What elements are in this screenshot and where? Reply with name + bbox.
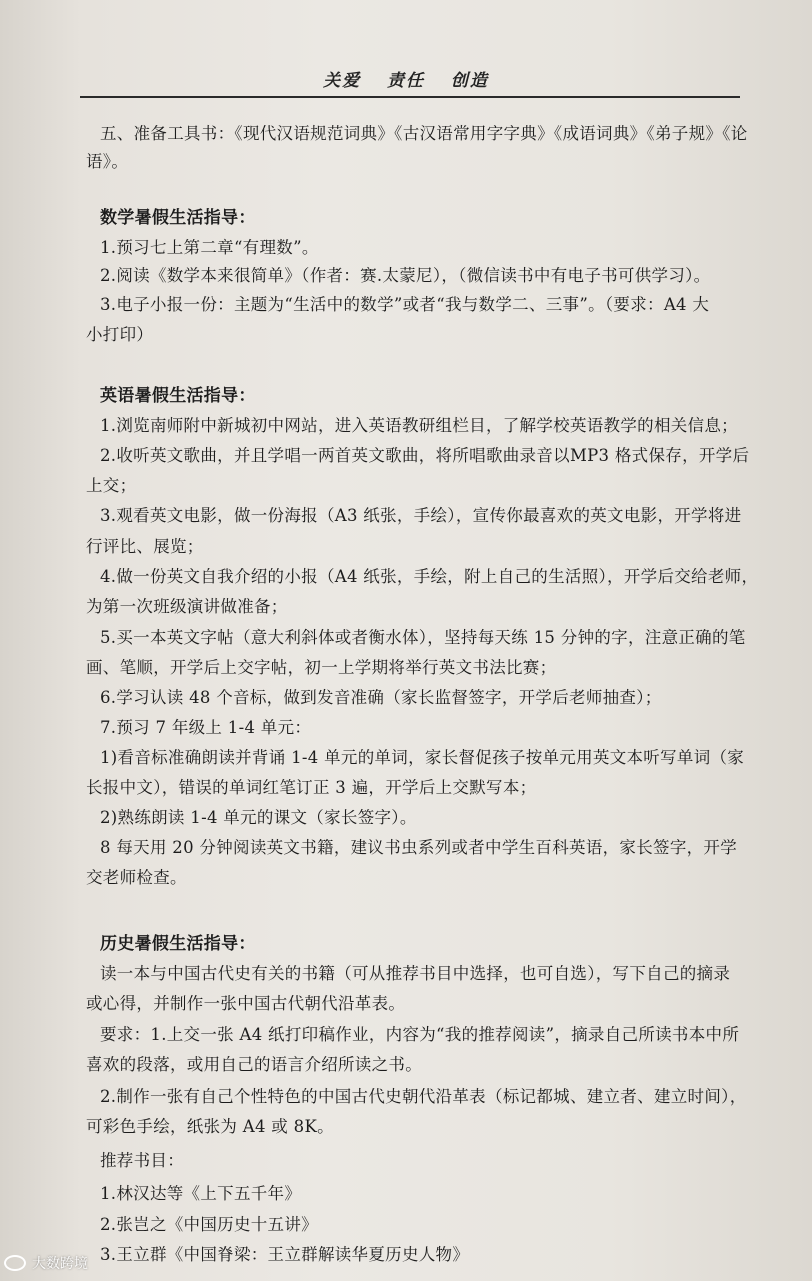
text-line: 3.观看英文电影，做一份海报（A3 纸张，手绘），宣传你最喜欢的英文电影，开学将进 [100,506,742,525]
text-line: 3.王立群《中国脊梁：王立群解读华夏历史人物》 [100,1245,470,1264]
text-line: 8 每天用 20 分钟阅读英文书籍，建议书虫系列或者中学生百科英语，家长签字，开学 [100,838,738,857]
section-heading-math: 数学暑假生活指导： [100,208,256,228]
motto-word: 创造 [450,71,489,91]
motto-word: 责任 [387,71,425,91]
text-line: 读一本与中国古代史有关的书籍（可从推荐书目中选择，也可自选），写下自己的摘录 [100,964,731,983]
watermark [4,1253,88,1273]
text-line: 1.浏览南师附中新城初中网站，进入英语教研组栏目，了解学校英语教学的相关信息； [100,416,738,435]
text-line: 2.制作一张有自己个性特色的中国古代史朝代沿革表（标记都城、建立者、建立时间）， [100,1087,747,1106]
text-line: 或心得，并制作一张中国古代朝代沿革表。 [86,994,406,1013]
text-line: 2.收听英文歌曲，并且学唱一两首英文歌曲，将所唱歌曲录音以MP3 格式保存，开学后 [100,446,750,465]
header-rule [80,96,740,98]
motto-word: 关爱 [323,71,362,91]
text-line: 推荐书目： [100,1151,184,1170]
section-heading-history: 历史暑假生活指导： [100,934,256,954]
text-line: 上交； [86,476,137,495]
text-line: 语》。 [86,152,129,171]
text-line: 要求：1.上交一张 A4 纸打印稿作业，内容为“我的推荐阅读”，摘录自己所读书本中所 [100,1025,740,1044]
text-line: 行评比、展览； [86,537,204,556]
text-line: 喜欢的段落，或用自己的语言介绍所读之书。 [86,1055,422,1074]
section-heading-english: 英语暑假生活指导： [100,386,256,406]
text-line: 交老师检查。 [86,868,187,887]
page-header-motto [0,66,812,91]
text-line: 3.电子小报一份：主题为“生活中的数学”或者“我与数学二、三事”。（要求：A4 大 [100,295,710,314]
text-line: 4.做一份英文自我介绍的小报（A4 纸张，手绘，附上自己的生活照），开学后交给老师， [100,567,759,586]
text-line: 2)熟练朗读 1-4 单元的课文（家长签字）。 [100,808,417,827]
text-line: 小打印） [86,325,154,344]
text-line: 画、笔顺，开学后上交字帖，初一上学期将举行英文书法比赛； [86,658,557,677]
text-line: 5.买一本英文字帖（意大利斜体或者衡水体），坚持每天练 15 分钟的字，注意正确的笔 [100,628,746,647]
text-line: 2.阅读《数学本来很简单》（作者：赛.太蒙尼），（微信读书中有电子书可供学习）。 [100,266,711,285]
text-line: 7.预习 7 年级上 1-4 单元： [100,718,312,737]
text-line: 为第一次班级演讲做准备； [86,597,288,616]
text-line: 长报中文），错误的单词红笔订正 3 遍，开学后上交默写本； [86,778,537,797]
text-line: 2.张岂之《中国历史十五讲》 [100,1215,318,1234]
text-line: 可彩色手绘，纸张为 A4 或 8K。 [86,1117,334,1136]
text-line: 五、准备工具书：《现代汉语规范词典》《古汉语常用字字典》《成语词典》《弟子规》《论 [100,124,748,143]
logo-circle-icon [4,1255,26,1271]
text-line: 1.预习七上第二章“有理数”。 [100,238,319,257]
text-line: 1)看音标准确朗读并背诵 1-4 单元的单词，家长督促孩子按单元用英文本听写单词（家 [100,748,745,767]
text-line: 6.学习认读 48 个音标，做到发音准确（家长监督签字，开学后老师抽查）； [100,688,662,707]
text-line: 1.林汉达等《上下五千年》 [100,1184,302,1203]
watermark-text: 大数跨境 [32,1256,88,1272]
